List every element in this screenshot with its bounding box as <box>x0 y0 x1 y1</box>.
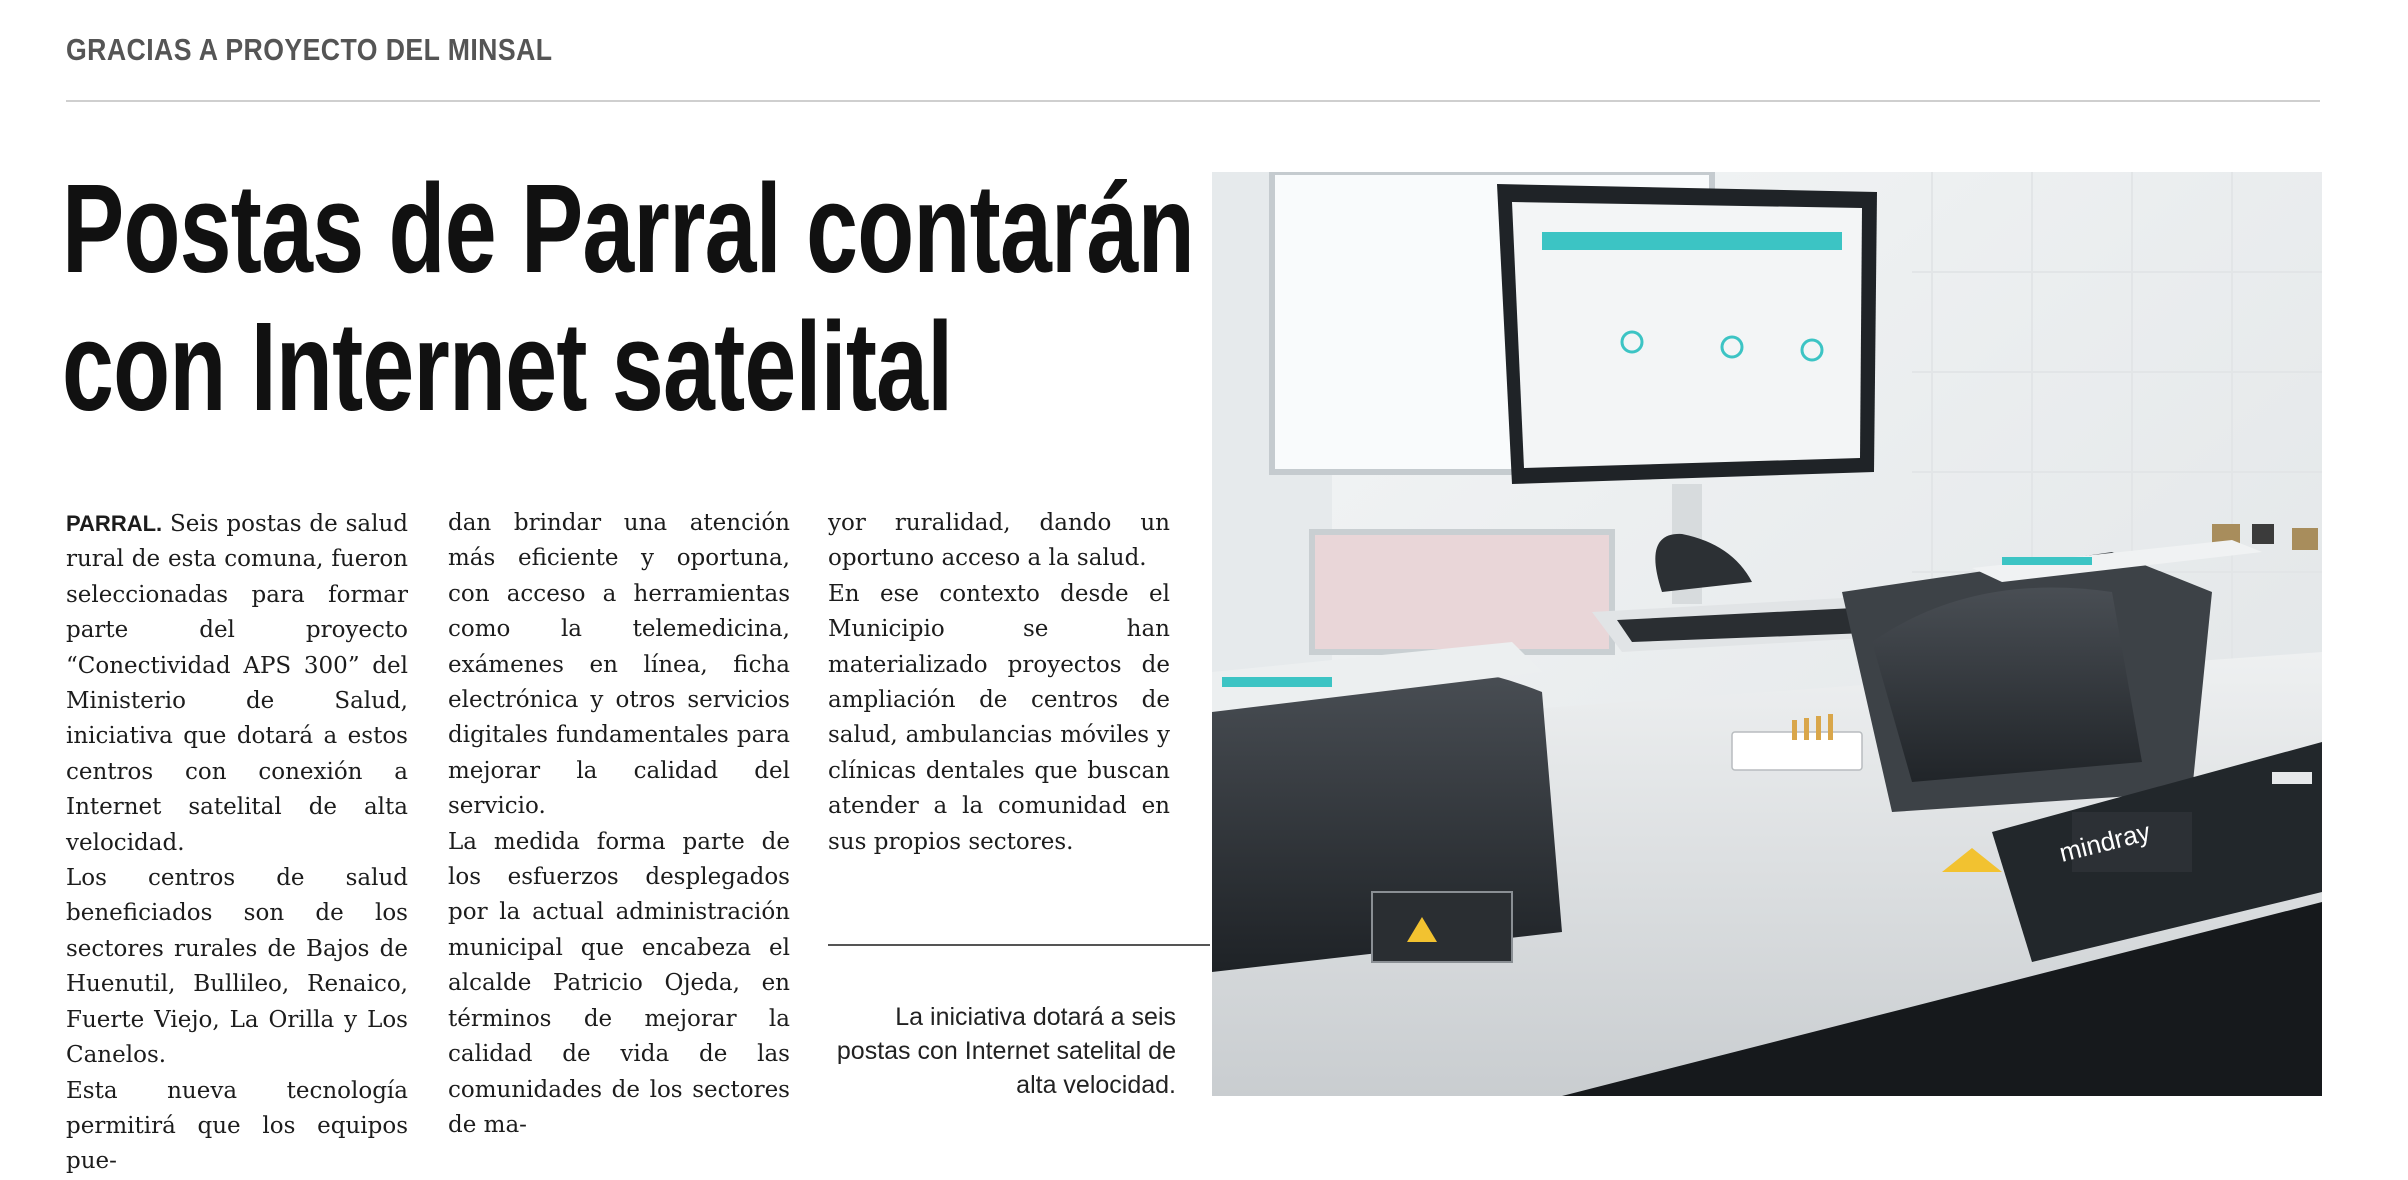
article-paragraph: yor ruralidad, dando un oportuno acceso a la salud. <box>828 510 1170 572</box>
headline <box>62 158 1194 437</box>
article-paragraph: La medida forma parte de los esfuerzos desplegados por la actual administración municipal que encabeza el alcalde Patricio Ojeda, en términos de mejorar la calidad de vida de las comunidades de los sectores de ma- <box>448 828 790 1138</box>
caption-divider <box>828 944 1210 946</box>
article-column-2 <box>448 506 790 1143</box>
paragraph-text: Seis postas de salud rural de esta comuna, fueron seleccionadas para formar parte del proyecto “Conectividad APS 300” del Ministerio de Salud, iniciativa que dotará a estos centros con conexión a Internet satelital de alta velocidad. <box>66 511 408 856</box>
article-paragraph <box>66 506 408 861</box>
lab-equipment-photo <box>1212 172 2322 1096</box>
headline-line-2: con Internet satelital <box>62 296 953 437</box>
article-paragraph: Los centros de salud beneficiados son de los sectores rurales de Bajos de Huenutil, Bullileo, Renaico, Fuerte Viejo, La Orilla y Los Canelos. <box>66 865 408 1069</box>
dateline: PARRAL. <box>66 511 163 536</box>
article-photo <box>1212 172 2322 1096</box>
article-paragraph: Esta nueva tecnología permitirá que los equipos pue- <box>66 1077 408 1175</box>
brand-label: mindray <box>2056 816 2154 868</box>
article-column-3 <box>828 506 1170 860</box>
top-divider <box>66 100 2320 102</box>
article-paragraph: dan brindar una atención más eficiente y oportuna, con acceso a herramientas como la telemedicina, exámenes en línea, ficha electrónica y otros servicios digitales fundamentales para mejorar la calidad del servicio. <box>448 510 790 820</box>
photo-caption: La iniciativa dotará a seis postas con Internet satelital de alta velocidad. <box>836 1003 1176 1099</box>
article-column-1 <box>66 506 408 1180</box>
headline-line-1: Postas de Parral contarán <box>62 158 1194 299</box>
article-paragraph: En ese contexto desde el Municipio se han materializado proyectos de ampliación de centros de salud, ambulancias móviles y clínicas dentales que buscan atender a la comunidad en sus propios sectores. <box>828 580 1170 855</box>
kicker-section-label: GRACIAS A PROYECTO DEL MINSAL <box>66 32 553 67</box>
